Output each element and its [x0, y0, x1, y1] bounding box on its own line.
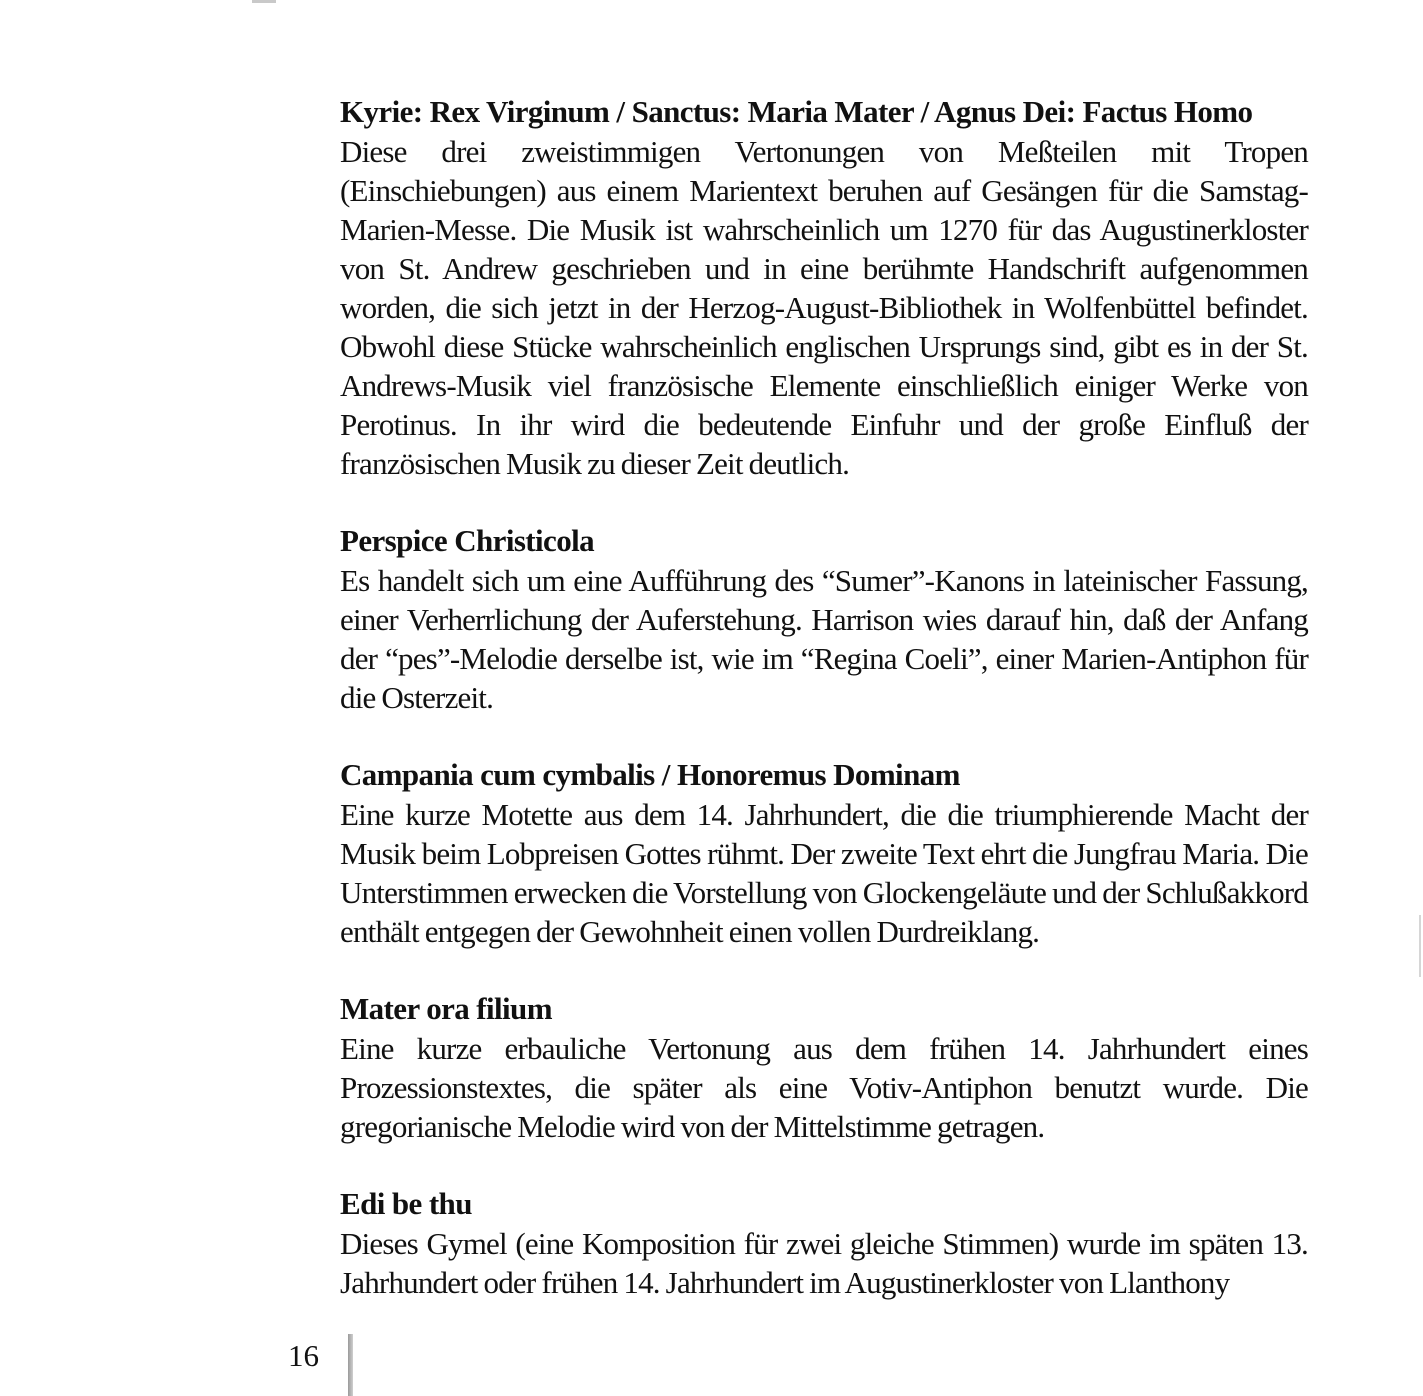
- section-kyrie: [340, 92, 1308, 483]
- section-title: Edi be thu: [340, 1186, 472, 1221]
- section-body: Es handelt sich um eine Aufführung des “Sumer”-Kanons in lateinischer Fassung, einer Verherrlichung der Auferstehung. Harrison wies darauf hin, daß der Anfang der “pes”-Melodie derselbe ist, wie im “Regina Coeli”, einer Marien-Antiphon für die Osterzeit.: [340, 563, 1308, 715]
- section-body: Dieses Gymel (eine Komposition für zwei gleiche Stimmen) wurde im späten 13. Jahrhundert oder frühen 14. Jahrhundert im Augustinerkloster von Llanthony: [340, 1226, 1308, 1300]
- section-campania-cum-cymbalis: [340, 755, 1308, 951]
- section-body: Diese drei zweistimmigen Vertonungen von Meßteilen mit Tropen (Einschiebungen) aus einem Marientext beruhen auf Gesängen für die Samstag-Marien-Messe. Die Musik ist wahrscheinlich um 1270 für das Augustinerkloster von St. Andrew geschrieben und in eine berühmte Handschrift aufgenommen worden, die sich jetzt in der Herzog-August-Bibliothek in Wolfenbüttel befindet. Obwohl diese Stücke wahrscheinlich englischen Ursprungs sind, gibt es in der St. Andrews-Musik viel französische Elemente einschließlich einiger Werke von Perotinus. In ihr wird die bedeutende Einfuhr und der große Einfluß der französischen Musik zu dieser Zeit deutlich.: [340, 134, 1308, 481]
- section-body: Eine kurze Motette aus dem 14. Jahrhundert, die die triumphierende Macht der Musik beim Lobpreisen Gottes rühmt. Der zweite Text ehrt die Jungfrau Maria. Die Unterstimmen erwecken die Vorstellung von Glockengeläute und der Schlußakkord enthält entgegen der Gewohnheit einen vollen Durdreiklang.: [340, 797, 1308, 949]
- section-mater-ora-filium: [340, 989, 1308, 1146]
- section-body: Eine kurze erbauliche Vertonung aus dem frühen 14. Jahrhundert eines Prozessionstextes, die später als eine Votiv-Antiphon benutzt wurde. Die gregorianische Melodie wird von der Mittelstimme getragen.: [340, 1031, 1308, 1144]
- scan-edge-mark-right: [1419, 915, 1421, 977]
- section-title: Campania cum cymbalis / Honoremus Dominam: [340, 757, 960, 792]
- margin-rule: [348, 1334, 353, 1396]
- page-content: [340, 92, 1308, 1340]
- page-number: 16: [288, 1338, 319, 1373]
- section-edi-be-thu: [340, 1184, 1308, 1302]
- section-title: Kyrie: Rex Virginum / Sanctus: Maria Mater / Agnus Dei: Factus Homo: [340, 94, 1253, 129]
- section-title: Perspice Christicola: [340, 523, 595, 558]
- section-perspice-christicola: [340, 521, 1308, 717]
- section-title: Mater ora filium: [340, 991, 552, 1026]
- scan-edge-mark: [252, 0, 276, 3]
